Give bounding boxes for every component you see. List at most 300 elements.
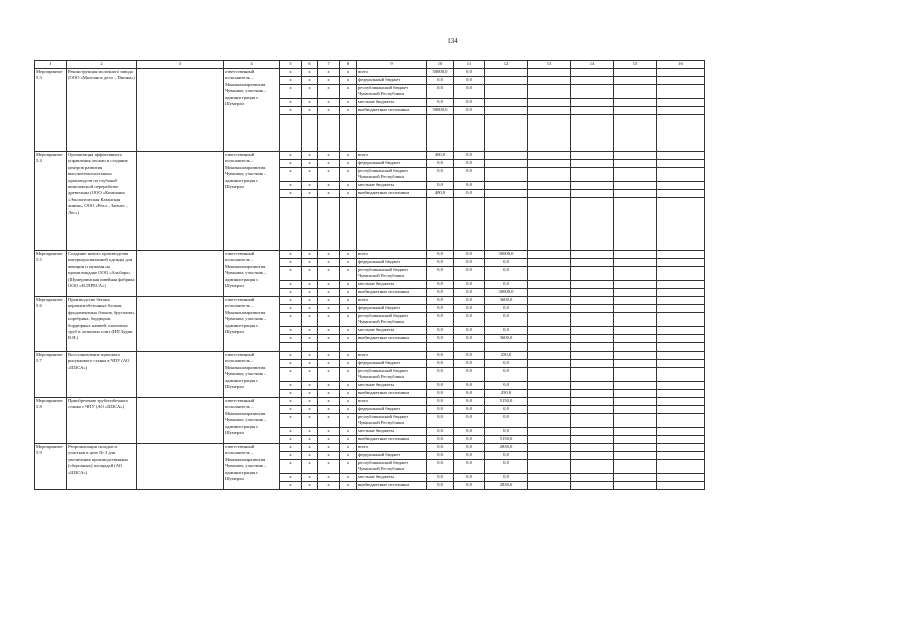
column-number-6: 6 — [302, 61, 318, 69]
value-col-10: 0,0 — [427, 452, 454, 460]
value-col-14 — [571, 398, 614, 406]
value-col-16 — [657, 436, 705, 444]
budget-code-6: x — [302, 305, 318, 313]
column-number-15: 15 — [614, 61, 657, 69]
value-col-12: 2830,0 — [485, 482, 528, 490]
budget-code-6: x — [302, 398, 318, 406]
budget-code-6: x — [302, 360, 318, 368]
value-col-14 — [571, 281, 614, 289]
value-col-10: 0,0 — [427, 414, 454, 428]
value-col-15 — [614, 267, 657, 281]
budget-code-8: x — [340, 452, 357, 460]
value-col-16 — [657, 85, 705, 99]
filler-cell — [302, 198, 318, 251]
value-col-10: 0,0 — [427, 77, 454, 85]
budget-code-8: x — [340, 460, 357, 474]
budget-code-5: x — [280, 313, 302, 327]
value-col-12 — [485, 99, 528, 107]
funding-source: внебюджетные источники — [357, 107, 427, 115]
filler-cell — [614, 198, 657, 251]
column-number-3: 3 — [137, 61, 224, 69]
funding-source: всего — [357, 251, 427, 259]
funding-source: всего — [357, 152, 427, 160]
value-col-15 — [614, 297, 657, 305]
value-col-10: 0,0 — [427, 99, 454, 107]
column-number-16: 16 — [657, 61, 705, 69]
value-col-10: 0,0 — [427, 168, 454, 182]
value-col-13 — [528, 327, 571, 335]
value-col-13 — [528, 305, 571, 313]
measure-name: Создание нового производства интерьеросвязанной одежды для женщин и мужчин на промплощадке ООО «Альбаро» (Шумерлинская швейная фабрика ООО «ЕСПРЕСА») — [67, 251, 137, 297]
value-col-12: 3600,0 — [485, 297, 528, 305]
funding-source: местные бюджеты — [357, 327, 427, 335]
budget-code-7: x — [318, 85, 340, 99]
budget-code-6: x — [302, 85, 318, 99]
budget-code-8: x — [340, 267, 357, 281]
budget-code-6: x — [302, 281, 318, 289]
value-col-13 — [528, 99, 571, 107]
filler-cell — [528, 115, 571, 152]
budget-code-8: x — [340, 390, 357, 398]
budget-code-8: x — [340, 428, 357, 436]
budget-code-7: x — [318, 352, 340, 360]
value-col-16 — [657, 168, 705, 182]
value-col-11: 0,0 — [454, 190, 485, 198]
column-number-1: 1 — [35, 61, 67, 69]
value-col-16 — [657, 289, 705, 297]
column-number-11: 11 — [454, 61, 485, 69]
value-col-10: 0,0 — [427, 368, 454, 382]
funding-source: республиканский бюджет Чувашской Республики — [357, 168, 427, 182]
value-col-11: 0,0 — [454, 259, 485, 267]
value-col-15 — [614, 327, 657, 335]
measure-name: Организация эффективного управления лесами и создание центров развития высокотехнологичных производств по глубокой комплексной переработке древесины (ООО «Компания «Экологическая Казанская линия», ООО «Реал – Бизнес – Лес») — [67, 152, 137, 251]
value-col-14 — [571, 313, 614, 327]
value-col-13 — [528, 251, 571, 259]
measure-id: Мероприятие 5.8 — [35, 398, 67, 444]
budget-code-8: x — [340, 99, 357, 107]
budget-code-7: x — [318, 482, 340, 490]
value-col-10: 50000,0 — [427, 69, 454, 77]
value-col-15 — [614, 305, 657, 313]
funding-source: всего — [357, 352, 427, 360]
budget-code-6: x — [302, 107, 318, 115]
budget-code-5: x — [280, 259, 302, 267]
funding-source: местные бюджеты — [357, 99, 427, 107]
value-col-16 — [657, 414, 705, 428]
budget-code-5: x — [280, 99, 302, 107]
filler-cell — [657, 115, 705, 152]
value-col-14 — [571, 474, 614, 482]
column-number-10: 10 — [427, 61, 454, 69]
funding-source: федеральный бюджет — [357, 77, 427, 85]
budget-code-6: x — [302, 69, 318, 77]
budget-code-8: x — [340, 398, 357, 406]
budget-code-6: x — [302, 327, 318, 335]
budget-code-7: x — [318, 382, 340, 390]
measure-executor: ответственный исполнитель – Минэкономразвития Чувашии; участник – администрация г. Шумерли — [224, 297, 280, 352]
value-col-14 — [571, 460, 614, 474]
value-col-15 — [614, 398, 657, 406]
budget-code-8: x — [340, 251, 357, 259]
column-number-7: 7 — [318, 61, 340, 69]
filler-cell — [302, 115, 318, 152]
budget-code-6: x — [302, 428, 318, 436]
value-col-13 — [528, 436, 571, 444]
budget-code-5: x — [280, 107, 302, 115]
filler-cell — [454, 198, 485, 251]
budget-code-7: x — [318, 190, 340, 198]
filler-cell — [318, 343, 340, 352]
funding-source: всего — [357, 444, 427, 452]
value-col-11: 0,0 — [454, 107, 485, 115]
measure-blank — [137, 352, 224, 398]
value-col-14 — [571, 444, 614, 452]
value-col-11: 0,0 — [454, 360, 485, 368]
value-col-10: 0,0 — [427, 289, 454, 297]
budget-code-6: x — [302, 289, 318, 297]
value-col-16 — [657, 398, 705, 406]
budget-code-7: x — [318, 390, 340, 398]
filler-cell — [357, 198, 427, 251]
budget-code-6: x — [302, 406, 318, 414]
filler-cell — [571, 343, 614, 352]
budget-code-5: x — [280, 398, 302, 406]
column-number-13: 13 — [528, 61, 571, 69]
value-col-13 — [528, 168, 571, 182]
budget-code-8: x — [340, 107, 357, 115]
budget-code-7: x — [318, 251, 340, 259]
budget-code-7: x — [318, 428, 340, 436]
value-col-16 — [657, 382, 705, 390]
budget-code-8: x — [340, 327, 357, 335]
value-col-15 — [614, 414, 657, 428]
budget-code-5: x — [280, 168, 302, 182]
budget-code-7: x — [318, 281, 340, 289]
value-col-12: 0,0 — [485, 267, 528, 281]
value-col-16 — [657, 313, 705, 327]
funding-source: федеральный бюджет — [357, 452, 427, 460]
value-col-11: 0,0 — [454, 327, 485, 335]
budget-code-8: x — [340, 382, 357, 390]
value-col-10: 0,0 — [427, 182, 454, 190]
value-col-11: 0,0 — [454, 482, 485, 490]
value-col-12: 250,0 — [485, 352, 528, 360]
value-col-12: 0,0 — [485, 460, 528, 474]
value-col-14 — [571, 99, 614, 107]
value-col-15 — [614, 69, 657, 77]
value-col-12: 250,0 — [485, 390, 528, 398]
measure-blank — [137, 251, 224, 297]
value-col-15 — [614, 313, 657, 327]
budget-code-5: x — [280, 267, 302, 281]
budget-code-5: x — [280, 251, 302, 259]
funding-source: республиканский бюджет Чувашской Республики — [357, 368, 427, 382]
budget-code-7: x — [318, 360, 340, 368]
value-col-13 — [528, 85, 571, 99]
budget-code-5: x — [280, 85, 302, 99]
value-col-12 — [485, 168, 528, 182]
value-col-12: 0,0 — [485, 474, 528, 482]
measure-executor: ответственный исполнитель – Минэкономразвития Чувашии; участник – администрация г. Шумерли — [224, 352, 280, 398]
filler-cell — [340, 198, 357, 251]
value-col-10: 0,0 — [427, 428, 454, 436]
value-col-12: 3600,0 — [485, 335, 528, 343]
value-col-13 — [528, 474, 571, 482]
value-col-16 — [657, 327, 705, 335]
filler-cell — [528, 343, 571, 352]
value-col-16 — [657, 390, 705, 398]
budget-code-7: x — [318, 267, 340, 281]
filler-cell — [427, 198, 454, 251]
budget-code-7: x — [318, 414, 340, 428]
value-col-14 — [571, 168, 614, 182]
value-col-14 — [571, 390, 614, 398]
budget-code-5: x — [280, 390, 302, 398]
filler-cell — [485, 198, 528, 251]
budget-code-6: x — [302, 352, 318, 360]
budget-code-8: x — [340, 160, 357, 168]
value-col-13 — [528, 428, 571, 436]
column-number-row — [35, 61, 705, 69]
value-col-12: 0,0 — [485, 360, 528, 368]
budget-code-6: x — [302, 444, 318, 452]
budget-code-7: x — [318, 335, 340, 343]
budget-code-7: x — [318, 259, 340, 267]
value-col-15 — [614, 259, 657, 267]
funding-source: республиканский бюджет Чувашской Республики — [357, 267, 427, 281]
value-col-11: 0,0 — [454, 436, 485, 444]
funding-source: местные бюджеты — [357, 281, 427, 289]
value-col-10: 0,0 — [427, 85, 454, 99]
budget-code-5: x — [280, 69, 302, 77]
budget-code-7: x — [318, 182, 340, 190]
funding-source: внебюджетные источники — [357, 190, 427, 198]
funding-source: всего — [357, 297, 427, 305]
value-col-10: 0,0 — [427, 398, 454, 406]
budget-code-6: x — [302, 390, 318, 398]
value-col-16 — [657, 259, 705, 267]
value-col-11: 0,0 — [454, 305, 485, 313]
budget-code-8: x — [340, 444, 357, 452]
measure-executor: ответственный исполнитель – Минэкономразвития Чувашии; участник – администрация г. Шумерли — [224, 152, 280, 251]
value-col-13 — [528, 382, 571, 390]
value-col-10: 0,0 — [427, 406, 454, 414]
value-col-11: 0,0 — [454, 474, 485, 482]
source-row — [35, 251, 705, 259]
value-col-10: 0,0 — [427, 259, 454, 267]
value-col-12: 0,0 — [485, 313, 528, 327]
value-col-12: 30000,0 — [485, 289, 528, 297]
value-col-12: 0,0 — [485, 281, 528, 289]
funding-source: федеральный бюджет — [357, 160, 427, 168]
value-col-16 — [657, 152, 705, 160]
value-col-15 — [614, 335, 657, 343]
value-col-15 — [614, 99, 657, 107]
funding-source: федеральный бюджет — [357, 360, 427, 368]
budget-code-7: x — [318, 460, 340, 474]
filler-cell — [614, 115, 657, 152]
budget-code-5: x — [280, 289, 302, 297]
measure-name: Реорганизация складов и участков в цехе № 3 для увеличения производственных (сборочных) площадей (АО «ШЗСА») — [67, 444, 137, 490]
column-number-14: 14 — [571, 61, 614, 69]
value-col-12 — [485, 182, 528, 190]
budget-code-5: x — [280, 182, 302, 190]
budget-code-5: x — [280, 190, 302, 198]
value-col-15 — [614, 160, 657, 168]
value-col-14 — [571, 160, 614, 168]
value-col-15 — [614, 428, 657, 436]
filler-cell — [657, 343, 705, 352]
column-number-12: 12 — [485, 61, 528, 69]
funding-source: федеральный бюджет — [357, 259, 427, 267]
budget-code-5: x — [280, 382, 302, 390]
value-col-16 — [657, 77, 705, 85]
value-col-16 — [657, 182, 705, 190]
value-col-12: 0,0 — [485, 327, 528, 335]
budget-code-8: x — [340, 436, 357, 444]
measure-blank — [137, 297, 224, 352]
value-col-16 — [657, 368, 705, 382]
budget-code-7: x — [318, 444, 340, 452]
value-col-16 — [657, 335, 705, 343]
value-col-12 — [485, 107, 528, 115]
budget-code-5: x — [280, 452, 302, 460]
filler-cell — [485, 115, 528, 152]
source-row — [35, 69, 705, 77]
budget-code-6: x — [302, 77, 318, 85]
budget-code-6: x — [302, 190, 318, 198]
funding-source: местные бюджеты — [357, 428, 427, 436]
budget-code-6: x — [302, 460, 318, 474]
budget-code-5: x — [280, 152, 302, 160]
value-col-11: 0,0 — [454, 297, 485, 305]
value-col-10: 0,0 — [427, 160, 454, 168]
value-col-11: 0,0 — [454, 160, 485, 168]
budget-code-8: x — [340, 406, 357, 414]
value-col-10: 0,0 — [427, 360, 454, 368]
value-col-14 — [571, 69, 614, 77]
value-col-16 — [657, 107, 705, 115]
budget-code-7: x — [318, 152, 340, 160]
value-col-12: 5150,0 — [485, 436, 528, 444]
value-col-15 — [614, 482, 657, 490]
value-col-12: 0,0 — [485, 452, 528, 460]
funding-source: республиканский бюджет Чувашской Республики — [357, 460, 427, 474]
value-col-15 — [614, 281, 657, 289]
funding-source: всего — [357, 398, 427, 406]
value-col-13 — [528, 182, 571, 190]
value-col-10: 0,0 — [427, 281, 454, 289]
filler-cell — [357, 115, 427, 152]
filler-cell — [614, 343, 657, 352]
value-col-15 — [614, 152, 657, 160]
value-col-14 — [571, 368, 614, 382]
value-col-10: 0,0 — [427, 482, 454, 490]
budget-code-6: x — [302, 99, 318, 107]
funding-source: внебюджетные источники — [357, 390, 427, 398]
budget-code-6: x — [302, 152, 318, 160]
budget-code-8: x — [340, 152, 357, 160]
value-col-14 — [571, 77, 614, 85]
funding-source: федеральный бюджет — [357, 406, 427, 414]
value-col-12: 0,0 — [485, 414, 528, 428]
budget-code-8: x — [340, 360, 357, 368]
budget-code-6: x — [302, 251, 318, 259]
measure-id: Мероприятие 5.3 — [35, 69, 67, 152]
value-col-14 — [571, 482, 614, 490]
value-col-10: 0,0 — [427, 251, 454, 259]
value-col-10: 0,0 — [427, 305, 454, 313]
value-col-15 — [614, 182, 657, 190]
budget-code-8: x — [340, 281, 357, 289]
value-col-13 — [528, 398, 571, 406]
value-col-10: 0,0 — [427, 436, 454, 444]
value-col-11: 0,0 — [454, 428, 485, 436]
value-col-14 — [571, 190, 614, 198]
value-col-16 — [657, 406, 705, 414]
funding-source: внебюджетные источники — [357, 335, 427, 343]
measure-executor: ответственный исполнитель – Минэкономразвития Чувашии; участник – администрация г. Шумерли — [224, 444, 280, 490]
budget-code-7: x — [318, 368, 340, 382]
budget-code-8: x — [340, 259, 357, 267]
value-col-12: 5150,0 — [485, 398, 528, 406]
filler-cell — [571, 198, 614, 251]
budget-code-5: x — [280, 474, 302, 482]
budget-code-5: x — [280, 414, 302, 428]
value-col-13 — [528, 460, 571, 474]
budget-code-8: x — [340, 85, 357, 99]
value-col-16 — [657, 281, 705, 289]
value-col-12 — [485, 69, 528, 77]
budget-code-6: x — [302, 182, 318, 190]
value-col-14 — [571, 327, 614, 335]
source-row — [35, 152, 705, 160]
funding-source: республиканский бюджет Чувашской Республики — [357, 85, 427, 99]
measure-blank — [137, 69, 224, 152]
value-col-11: 0,0 — [454, 152, 485, 160]
value-col-14 — [571, 428, 614, 436]
value-col-11: 0,0 — [454, 390, 485, 398]
column-number-9: 9 — [357, 61, 427, 69]
value-col-13 — [528, 390, 571, 398]
budget-code-5: x — [280, 428, 302, 436]
value-col-16 — [657, 160, 705, 168]
value-col-10: 400,0 — [427, 190, 454, 198]
budget-code-5: x — [280, 335, 302, 343]
filler-cell — [427, 115, 454, 152]
value-col-14 — [571, 452, 614, 460]
budget-code-5: x — [280, 444, 302, 452]
value-col-11: 0,0 — [454, 289, 485, 297]
value-col-10: 50000,0 — [427, 107, 454, 115]
measure-name: Восстановление щипового рисункового станка в ЧПУ (АО «ШЗСА») — [67, 352, 137, 398]
measure-name: Производство бетона, керамзитобетонных блоков, фундаментных блоков, брусчатки, поребрика, бордюров, бордюрных камней, шахтовых труб и лотковых плит (ИП Зудин В.Н.) — [67, 297, 137, 352]
value-col-12: 0,0 — [485, 368, 528, 382]
budget-code-6: x — [302, 368, 318, 382]
value-col-15 — [614, 85, 657, 99]
value-col-12: 0,0 — [485, 305, 528, 313]
measure-blank — [137, 398, 224, 444]
column-number-8: 8 — [340, 61, 357, 69]
value-col-16 — [657, 352, 705, 360]
budget-code-5: x — [280, 297, 302, 305]
value-col-16 — [657, 444, 705, 452]
value-col-11: 0,0 — [454, 313, 485, 327]
budget-code-6: x — [302, 335, 318, 343]
value-col-16 — [657, 474, 705, 482]
value-col-13 — [528, 77, 571, 85]
